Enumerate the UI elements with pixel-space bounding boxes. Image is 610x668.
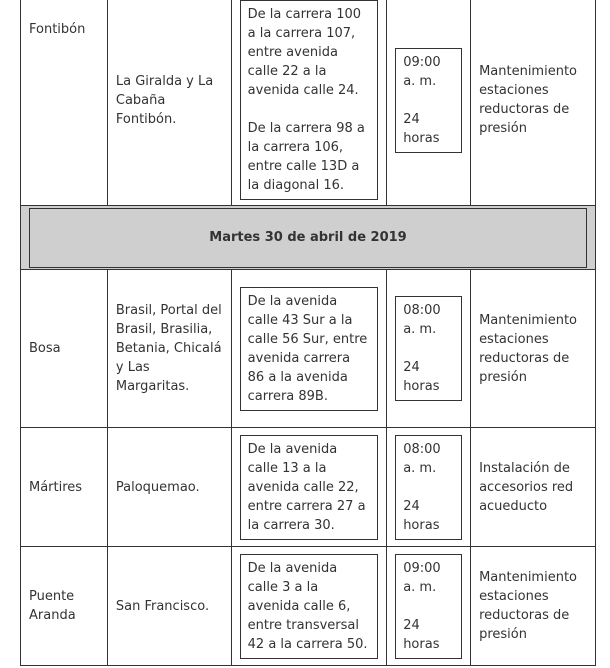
locality-name: Bosa	[29, 341, 61, 356]
work-cell	[471, 0, 596, 206]
neighborhoods-cell	[108, 0, 232, 206]
neighborhoods-cell	[108, 270, 232, 428]
day-header-row	[21, 206, 596, 270]
sector-box	[240, 554, 379, 659]
locality-name: Fontibón	[29, 22, 86, 37]
start-time: 08:00 a. m.	[403, 303, 441, 337]
time-cell	[387, 547, 471, 666]
neighborhoods-text: San Francisco.	[115, 598, 210, 614]
table-row	[21, 547, 596, 666]
time-box	[395, 296, 462, 401]
duration: 24 horas	[403, 360, 440, 394]
day-header-cell	[21, 206, 596, 270]
work-cell	[471, 270, 596, 428]
time-box	[395, 435, 462, 540]
table-row	[21, 428, 596, 547]
sector-text: De la avenida calle 3 a la avenida calle 6, entre transversal 42 a la carrera 50.	[247, 560, 368, 652]
duration: 24 horas	[403, 498, 440, 533]
time-cell	[387, 270, 471, 428]
locality-name: Mártires	[29, 479, 83, 495]
day-header: Martes 30 de abril de 2019	[209, 230, 407, 245]
sector-text: De la carrera 98 a la carrera 106, entre calle 13D a la diagonal 16.	[247, 121, 365, 193]
neighborhoods-text: Paloquemao.	[115, 479, 200, 495]
start-time: 08:00 a. m.	[403, 441, 441, 476]
sector-box	[240, 435, 379, 540]
work-cell	[471, 428, 596, 547]
time-box	[395, 554, 462, 659]
maintenance-schedule-table	[20, 0, 596, 666]
table-row	[21, 270, 596, 428]
locality-cell	[21, 0, 108, 206]
sector-text: De la avenida calle 13 a la avenida calle 22, entre carrera 27 a la carrera 30.	[247, 441, 366, 533]
sector-cell	[232, 270, 388, 428]
work-text: Instalación de accesorios red acueducto	[479, 460, 574, 514]
day-header-box	[29, 208, 587, 268]
locality-cell	[21, 270, 108, 428]
duration: 24 horas	[403, 617, 440, 652]
sector-cell	[232, 0, 388, 206]
neighborhoods-text: Brasil, Portal del Brasil, Brasilia, Betania, Chicalá y Las Margaritas.	[115, 303, 222, 394]
work-text: Mantenimiento estaciones reductoras de presión	[479, 570, 577, 642]
duration: 24 horas	[403, 111, 440, 146]
neighborhoods-text: La Giralda y La Cabaña Fontibón.	[115, 73, 214, 127]
time-cell	[387, 428, 471, 547]
locality-cell	[21, 428, 108, 547]
locality-name: Puente Aranda	[29, 589, 76, 623]
neighborhoods-cell	[108, 547, 232, 666]
sector-text: De la carrera 100 a la carrera 107, entre avenida calle 22 a la avenida calle 24.	[247, 7, 362, 98]
neighborhoods-cell	[108, 428, 232, 547]
sector-cell	[232, 547, 388, 666]
work-cell	[471, 547, 596, 666]
time-cell	[387, 0, 471, 206]
table-row	[21, 0, 596, 206]
time-box	[395, 48, 462, 153]
locality-cell	[21, 547, 108, 666]
sector-box	[240, 287, 379, 411]
start-time: 09:00 a. m.	[403, 54, 441, 89]
work-text: Mantenimiento estaciones reductoras de presión	[479, 312, 577, 385]
work-text: Mantenimiento estaciones reductoras de presión	[479, 64, 577, 136]
start-time: 09:00 a. m.	[403, 560, 441, 595]
sector-text: De la avenida calle 43 Sur a la calle 56 Sur, entre avenida carrera 86 a la avenida carrera 89B.	[247, 293, 368, 404]
sector-cell	[232, 428, 388, 547]
sector-box	[240, 0, 379, 200]
